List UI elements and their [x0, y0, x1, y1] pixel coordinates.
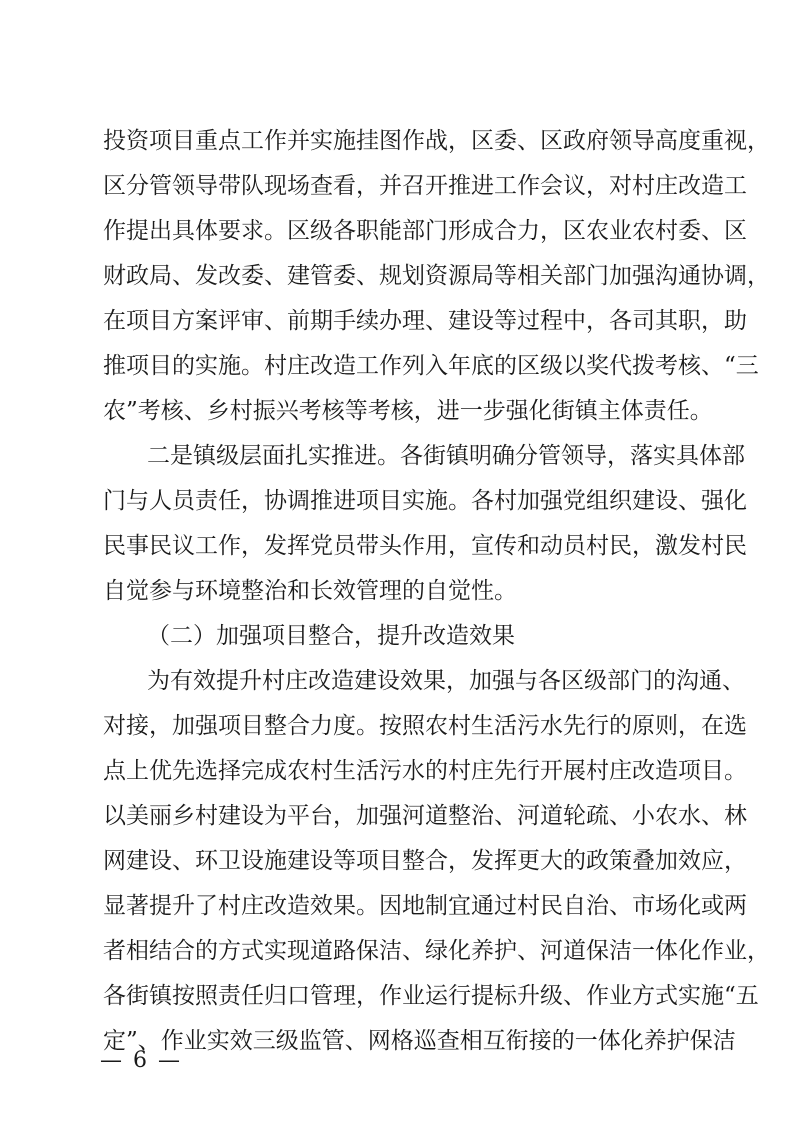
text-line-2: 区分管领导带队现场查看，并召开推进工作会议，对村庄改造工: [103, 173, 747, 199]
text-line-6: 推项目的实施。村庄改造工作列入年底的区级以奖代拨考核、“三: [103, 353, 759, 379]
text-line-11: 自觉参与环境整治和长效管理的自觉性。: [103, 578, 517, 604]
text-line-17: 网建设、环卫设施建设等项目整合，发挥更大的政策叠加效应，: [103, 848, 747, 874]
text-line-8: 二是镇级层面扎实推进。各街镇明确分管领导，落实具体部: [147, 443, 745, 469]
text-line-10: 民事民议工作，发挥党员带头作用，宣传和动员村民，激发村民: [103, 533, 747, 559]
text-line-1: 投资项目重点工作并实施挂图作战，区委、区政府领导高度重视，: [103, 128, 770, 154]
text-line-13: 为有效提升村庄改造建设效果，加强与各区级部门的沟通、: [147, 668, 745, 694]
text-line-18: 显著提升了村庄改造效果。因地制宜通过村民自治、市场化或两: [103, 893, 747, 919]
text-line-20: 各街镇按照责任归口管理，作业运行提标升级、作业方式实施“五: [103, 983, 759, 1009]
text-line-15: 点上优先选择完成农村生活污水的村庄先行开展村庄改造项目。: [103, 758, 747, 784]
section-heading: （二）加强项目整合，提升改造效果: [147, 623, 515, 649]
text-line-19: 者相结合的方式实现道路保洁、绿化养护、河道保洁一体化作业，: [103, 938, 770, 964]
text-line-16: 以美丽乡村建设为平台，加强河道整治、河道轮疏、小农水、林: [103, 803, 747, 829]
text-line-21: 定”、作业实效三级监管、网格巡查相互衔接的一体化养护保洁: [103, 1028, 736, 1054]
text-line-3: 作提出具体要求。区级各职能部门形成合力，区农业农村委、区: [103, 218, 747, 244]
text-line-4: 财政局、发改委、建管委、规划资源局等相关部门加强沟通协调，: [103, 263, 770, 289]
text-line-7: 农”考核、乡村振兴考核等考核，进一步强化街镇主体责任。: [103, 398, 713, 424]
text-line-5: 在项目方案评审、前期手续办理、建设等过程中，各司其职，助: [103, 308, 747, 334]
page-number: — 6 —: [100, 1048, 182, 1073]
text-line-14: 对接，加强项目整合力度。按照农村生活污水先行的原则，在选: [103, 713, 747, 739]
text-line-9: 门与人员责任，协调推进项目实施。各村加强党组织建设、强化: [103, 488, 747, 514]
